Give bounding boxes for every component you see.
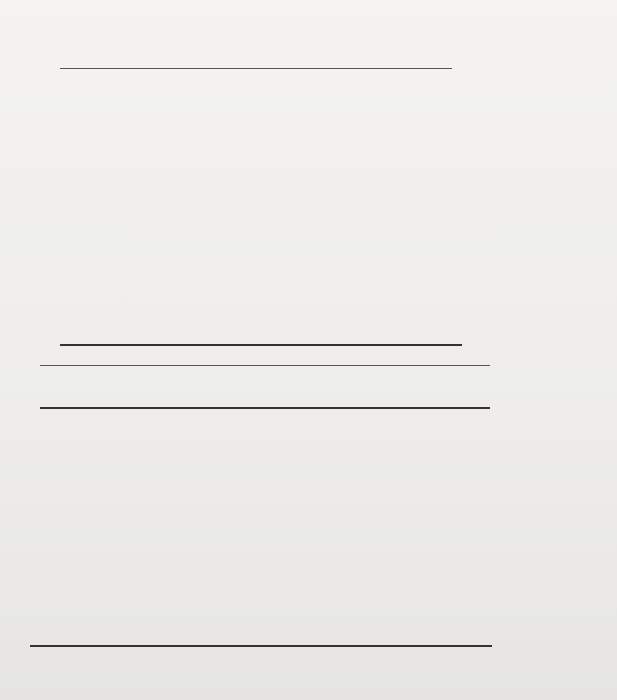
top-table-top-rule <box>60 68 452 69</box>
top-table-bottom-rule <box>60 344 462 346</box>
bottom-table-header-rule <box>40 407 490 409</box>
bottom-table-top-rule <box>40 365 490 366</box>
bottom-table-bottom-rule <box>30 645 492 647</box>
